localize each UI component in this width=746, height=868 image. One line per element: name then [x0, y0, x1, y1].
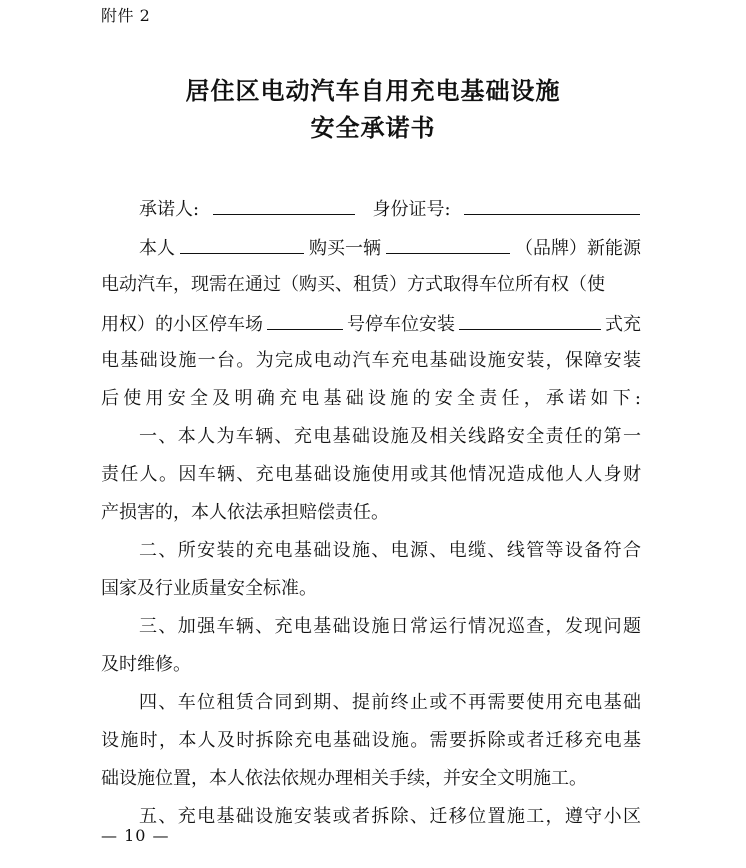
item5-line1: 五、充电基础设施安装或者拆除、迁移位置施工，遵守小区	[139, 806, 643, 827]
item2-line2: 国家及行业质量安全标准。	[101, 578, 317, 599]
item4-line2: 设施时，本人及时拆除充电基础设施。需要拆除或者迁移充电基	[101, 730, 643, 751]
paragraph1-line2	[101, 273, 641, 297]
item2-line1: 二、所安装的充电基础设施、电源、电缆、线管等设备符合	[139, 540, 643, 561]
item1-line2: 责任人。因车辆、充电基础设施使用或其他情况造成他人人身财	[101, 464, 643, 485]
text-segment: （品牌）新能源	[515, 238, 641, 259]
item4-line1: 四、车位租赁合同到期、提前终止或不再需要使用充电基础	[139, 692, 643, 713]
text-segment: 购买一辆	[309, 238, 381, 259]
charger-type-blank[interactable]	[459, 311, 601, 330]
text-segment: 本人	[139, 238, 175, 259]
owner-name-blank[interactable]	[180, 235, 304, 254]
paragraph1-line1	[139, 235, 641, 261]
document-title-line1: 居住区电动汽车自用充电基础设施	[185, 76, 561, 105]
text-segment: 用权）的小区停车场	[101, 314, 263, 335]
brand-blank[interactable]	[386, 235, 510, 254]
parking-lot-blank[interactable]	[267, 311, 343, 330]
promisor-label: 承诺人:	[139, 199, 200, 220]
document-title-line2: 安全承诺书	[310, 113, 436, 142]
item1-line3: 产损害的，本人依法承担赔偿责任。	[101, 502, 389, 523]
item3-line2: 及时维修。	[101, 654, 191, 675]
id-number-blank[interactable]	[464, 196, 640, 215]
item1-line1: 一、本人为车辆、充电基础设施及相关线路安全责任的第一	[139, 426, 643, 447]
signature-fields-row	[139, 196, 641, 222]
item4-line3: 础设施位置，本人依法依规办理相关手续，并安全文明施工。	[101, 768, 587, 789]
page-number: — 10 —	[101, 826, 170, 845]
text-line: 电动汽车，现需在通过（购买、租赁）方式取得车位所有权（使	[101, 274, 605, 295]
promisor-blank[interactable]	[213, 196, 355, 215]
paragraph1-line3	[101, 311, 641, 337]
attachment-label: 附件 2	[101, 6, 151, 25]
paragraph1-line4: 电基础设施一台。为完成电动汽车充电基础设施安装，保障安装	[101, 350, 643, 371]
id-number-label: 身份证号:	[372, 199, 451, 220]
item3-line1: 三、加强车辆、充电基础设施日常运行情况巡查，发现问题	[139, 616, 643, 637]
text-segment: 式充	[605, 314, 641, 335]
text-segment: 号停车位安装	[347, 314, 455, 335]
paragraph1-line5: 后使用安全及明确充电基础设施的安全责任，承诺如下:	[101, 388, 646, 409]
